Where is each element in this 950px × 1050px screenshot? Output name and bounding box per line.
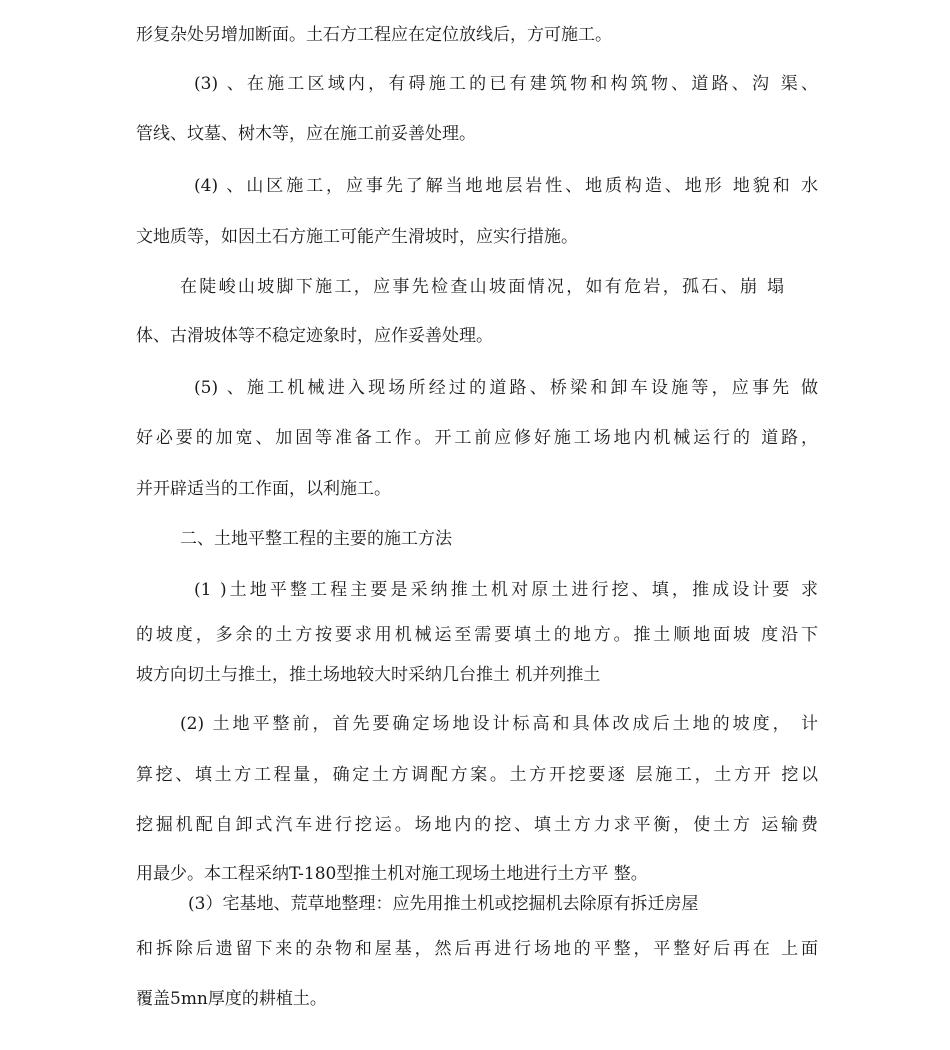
paragraph-line: 覆盖5mn厚度的耕植土。 [136, 989, 327, 1009]
paragraph-line: 坡方向切土与推土，推土场地较大时采纳几台推土 机并列推土 [136, 665, 601, 685]
paragraph-line: 形复杂处另增加断面。土石方工程应在定位放线后，方可施工。 [136, 25, 612, 45]
paragraph-line: 挖掘机配自卸式汽车进行挖运。场地内的挖、填土方力求平衡，使土方 运输费 [136, 815, 818, 835]
paragraph-line: (4) 、山区施工，应事先了解当地地层岩性、地质构造、地形 地貌和 水 [194, 176, 818, 196]
paragraph-line: 在陡峻山坡脚下施工，应事先检查山坡面情况，如有危岩，孤石、崩 塌 [180, 277, 784, 297]
paragraph-line: 的坡度，多余的土方按要求用机械运至需要填土的地方。推土顺地面坡 度沿下 [136, 625, 818, 645]
paragraph-line: 用最少。本工程采纳T-180型推土机对施工现场土地进行土方平 整。 [136, 864, 648, 884]
paragraph-line: 算挖、填土方工程量，确定土方调配方案。土方开挖要逐 层施工，土方开 挖以 [136, 765, 818, 785]
paragraph-line: (1 )土地平整工程主要是采纳推土机对原土进行挖、填，推成设计要 求 [194, 580, 818, 600]
paragraph-line: 体、古滑坡体等不稳定迹象时，应作妥善处理。 [136, 326, 493, 346]
paragraph-line: (5) 、施工机械进入现场所经过的道路、桥梁和卸车设施等，应事先 做 [194, 378, 818, 398]
paragraph-line: (3) 、在施工区域内，有碍施工的已有建筑物和构筑物、道路、沟 渠、 [194, 74, 818, 94]
paragraph-line: (2) 土地平整前，首先要确定场地设计标高和具体改成后土地的坡度， 计 [180, 714, 818, 734]
paragraph-line: 好必要的加宽、加固等准备工作。开工前应修好施工场地内机械运行的 道路， [136, 428, 818, 448]
section-heading: 二、土地平整工程的主要的施工方法 [180, 529, 452, 549]
paragraph-line: 和拆除后遗留下来的杂物和屋基，然后再进行场地的平整，平整好后再在 上面 [136, 939, 818, 959]
paragraph-line: 管线、坟墓、树木等，应在施工前妥善处理。 [136, 124, 476, 144]
paragraph-line: (3）宅基地、荒草地整理：应先用推土机或挖掘机去除原有拆迁房屋 [188, 894, 699, 914]
paragraph-line: 文地质等，如因土石方施工可能产生滑坡时，应实行措施。 [136, 227, 578, 247]
paragraph-line: 并开辟适当的工作面，以利施工。 [136, 479, 391, 499]
